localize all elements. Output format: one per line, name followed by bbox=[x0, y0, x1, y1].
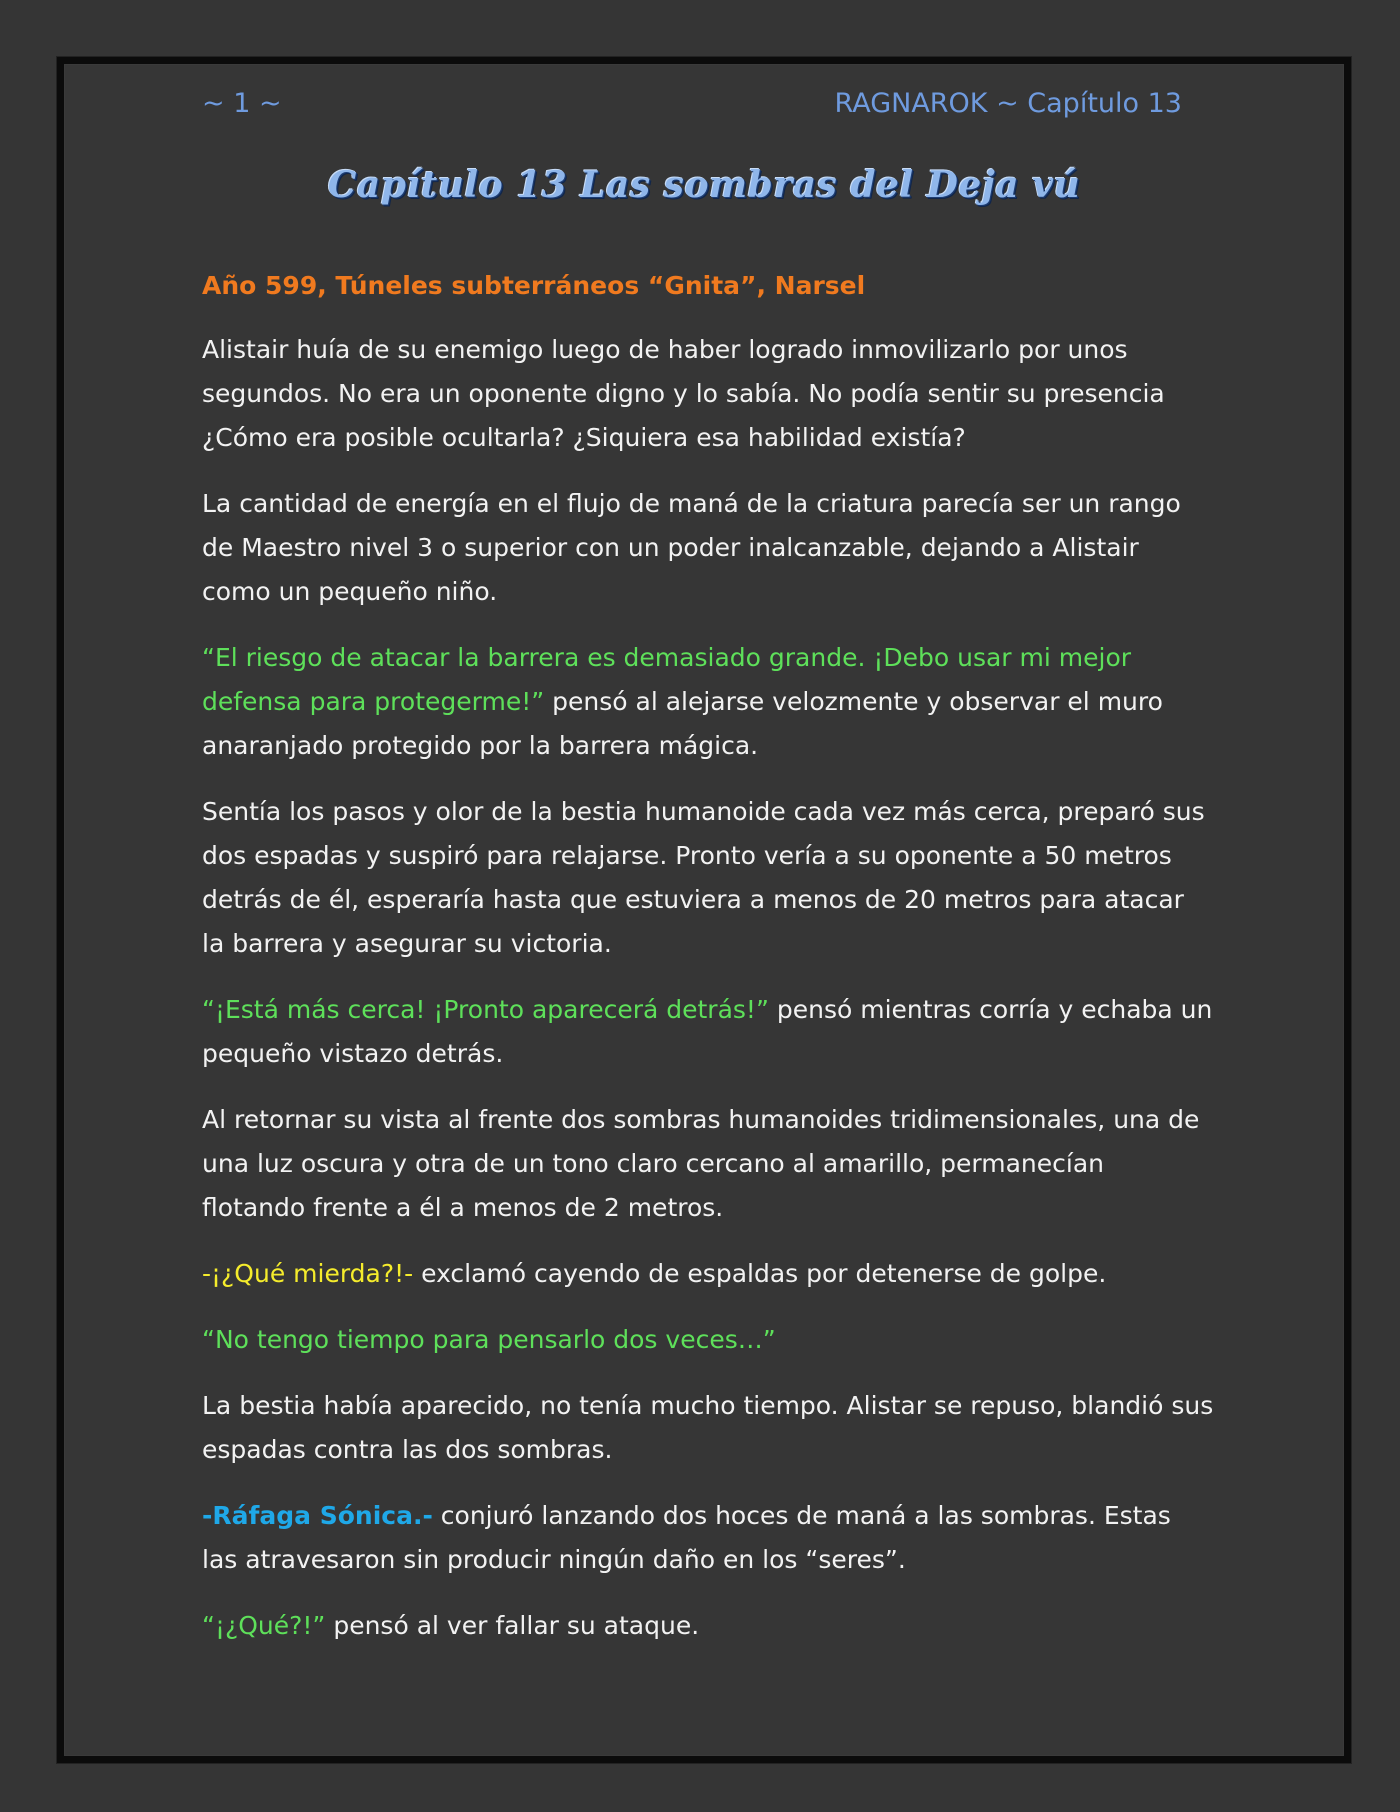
paragraph bbox=[202, 1494, 1214, 1582]
paragraph: Al retornar su vista al frente dos sombras humanoides tridimensionales, una de una luz oscura y otra de un tono claro cercano al amarillo, permanecían flotando frente a él a menos de 2 metros. bbox=[202, 1105, 1200, 1222]
paragraph: La cantidad de energía en el flujo de maná de la criatura parecía ser un rango de Maestro nivel 3 o superior con un poder inalcanzable, dejando a Alistair como un pequeño niño. bbox=[202, 489, 1181, 606]
spell-text: -Ráfaga Sónica.- bbox=[202, 1501, 433, 1530]
paragraph bbox=[202, 1604, 1214, 1648]
chapter-title: Capítulo 13 Las sombras del Deja vú bbox=[327, 164, 1081, 206]
location-heading: Año 599, Túneles subterráneos “Gnita”, Narsel bbox=[202, 271, 866, 300]
page-header bbox=[202, 88, 1182, 128]
paragraph bbox=[202, 1318, 1214, 1362]
narration-text: conjuró lanzando dos hoces de maná a las sombras. Estas las atravesaron sin producir ningún daño en los “seres”. bbox=[202, 1501, 1171, 1574]
speech-text: -¡¿Qué mierda?!- bbox=[202, 1259, 414, 1288]
paragraph: La bestia había aparecido, no tenía mucho tiempo. Alistar se repuso, blandió sus espadas contra las dos sombras. bbox=[202, 1391, 1214, 1464]
paragraph bbox=[202, 988, 1214, 1076]
thought-text: “El riesgo de atacar la barrera es demasiado grande. ¡Debo usar mi mejor defensa para protegerme!” bbox=[202, 643, 1132, 716]
paragraph bbox=[202, 636, 1214, 768]
page-number: ~ 1 ~ bbox=[202, 88, 282, 119]
thought-text: “¡Está más cerca! ¡Pronto aparecerá detrás!” bbox=[202, 995, 769, 1024]
thought-text: “No tengo tiempo para pensarlo dos veces…” bbox=[202, 1325, 776, 1354]
thought-text: “¡¿Qué?!” bbox=[202, 1611, 326, 1640]
paragraph: Alistair huía de su enemigo luego de haber logrado inmovilizarlo por unos segundos. No era un oponente digno y lo sabía. No podía sentir su presencia ¿Cómo era posible ocultarla? ¿Siquiera esa habilidad existía? bbox=[202, 335, 1165, 452]
paragraph bbox=[202, 1252, 1214, 1296]
narration-text: exclamó cayendo de espaldas por detenerse de golpe. bbox=[413, 1259, 1107, 1288]
paragraph: Sentía los pasos y olor de la bestia humanoide cada vez más cerca, preparó sus dos espadas y suspiró para relajarse. Pronto vería a su oponente a 50 metros detrás de él, esperaría hasta que estuviera a menos de 20 metros para atacar la barrera y asegurar su victoria. bbox=[202, 797, 1205, 958]
chapter-body bbox=[202, 264, 1214, 1670]
narration-text: pensó mientras corría y echaba un pequeño vistazo detrás. bbox=[202, 995, 1213, 1068]
document-page bbox=[57, 57, 1351, 1763]
narration-text: pensó al alejarse velozmente y observar el muro anaranjado protegido por la barrera mágica. bbox=[202, 687, 1163, 760]
narration-text: pensó al ver fallar su ataque. bbox=[325, 1611, 700, 1640]
running-title: RAGNAROK ~ Capítulo 13 bbox=[834, 88, 1182, 119]
